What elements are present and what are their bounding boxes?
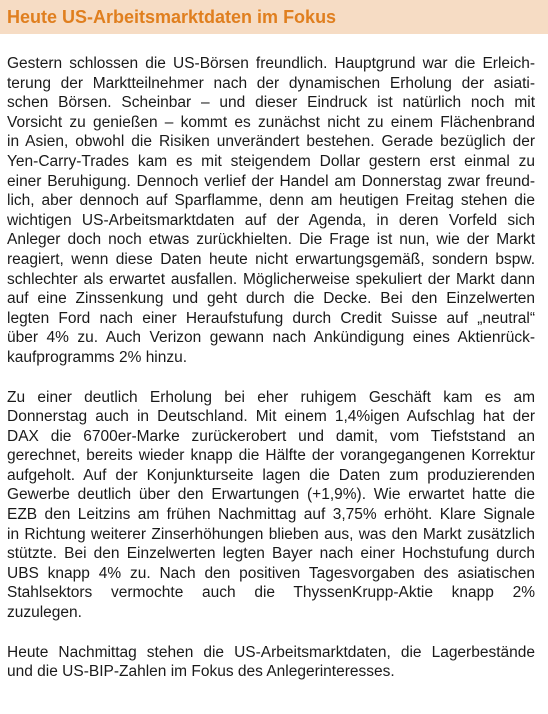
text-line: wichtigen US-Arbeitsmarktdaten auf der Agenda, in deren Vorfeld sich (7, 211, 535, 229)
text-line: UBS knapp 4% zu. Nach den positiven Tagesvorgaben des asiatischen (7, 564, 535, 582)
text-line: lich, aber dennoch auf Sparflamme, denn am heutigen Freitag stehen die (7, 192, 535, 210)
text-line: Zu einer deutlich Erholung bei eher ruhigem Geschäft kam es am (7, 388, 535, 406)
text-line: Vorsicht zu genießen – kommt es zunächst nicht zu einem Flächenbrand (7, 113, 535, 131)
text-line: DAX die 6700er-Marke zurückerobert und damit, vom Tiefststand an (7, 427, 535, 445)
article-paragraph (7, 643, 535, 682)
article-body (7, 54, 535, 702)
text-line: auf eine Zinssenkung und geht durch die Decke. Bei den Einzelwerten (7, 290, 535, 308)
text-line: in Richtung weiterer Zinserhöhungen blieben aus, was den Markt zusätzlich (7, 525, 535, 543)
text-line: kaufprogramms 2% hinzu. (7, 348, 188, 366)
text-line: schlechter als erwartet ausfallen. Möglicherweise spekuliert der Markt dann (7, 270, 535, 288)
text-line: Gestern schlossen die US-Börsen freundlich. Hauptgrund war die Erleich- (7, 55, 535, 72)
article-paragraph (7, 54, 535, 368)
text-line: schen Börsen. Scheinbar – und dieser Eindruck ist natürlich noch mit (7, 94, 535, 112)
text-line: in Asien, obwohl die Risiken unverändert bestehen. Gerade bezüglich der (7, 133, 535, 151)
text-line: Stahlsektors vermochte auch die ThyssenKrupp-Aktie knapp 2% (7, 584, 535, 602)
article-heading: Heute US-Arbeitsmarktdaten im Fokus (7, 7, 337, 27)
text-line: und die US-BIP-Zahlen im Fokus des Anlegerinteresses. (7, 663, 395, 681)
text-line: terung der Marktteilnehmer nach der dynamischen Erholung der asiati- (7, 74, 535, 92)
article-paragraph (7, 388, 535, 623)
text-line: Heute Nachmittag stehen die US-Arbeitsmarktdaten, die Lagerbestände (7, 643, 535, 661)
text-line: Donnerstag auch in Deutschland. Mit einem 1,4%igen Aufschlag hat der (7, 408, 535, 426)
text-line: zuzulegen. (7, 604, 82, 622)
heading-bar (0, 0, 548, 34)
text-line: einer Beruhigung. Dennoch verlief der Handel am Donnerstag zwar freund- (7, 172, 535, 190)
text-line: gerechnet, bereits wieder knapp die Hälfte der vorangegangenen Korrektur (7, 447, 535, 465)
text-line: legten Ford nach einer Heraufstufung durch Credit Suisse auf „neutral“ (7, 309, 535, 327)
text-line: Anleger doch noch etwas zurückhielten. Die Frage ist nun, wie der Markt (7, 231, 535, 249)
text-line: über 4% zu. Auch Verizon gewann nach Ankündigung eines Aktienrück- (7, 329, 535, 347)
text-line: Gewerbe deutlich über den Erwartungen (+1,9%). Wie erwartet hatte die (7, 486, 535, 504)
text-line: Yen-Carry-Trades kam es mit steigendem Dollar gestern erst einmal zu (7, 152, 535, 170)
text-line: EZB den Leitzins am frühen Nachmittag auf 3,75% erhöht. Klare Signale (7, 506, 535, 524)
text-line: stützte. Bei den Einzelwerten legten Bayer nach einer Hochstufung durch (7, 545, 535, 563)
text-line: reagiert, wenn diese Daten heute nicht erwartungsgemäß, sondern bspw. (7, 250, 535, 268)
text-line: aufgeholt. Auf der Konjunkturseite lagen die Daten zum produzierenden (7, 466, 535, 484)
